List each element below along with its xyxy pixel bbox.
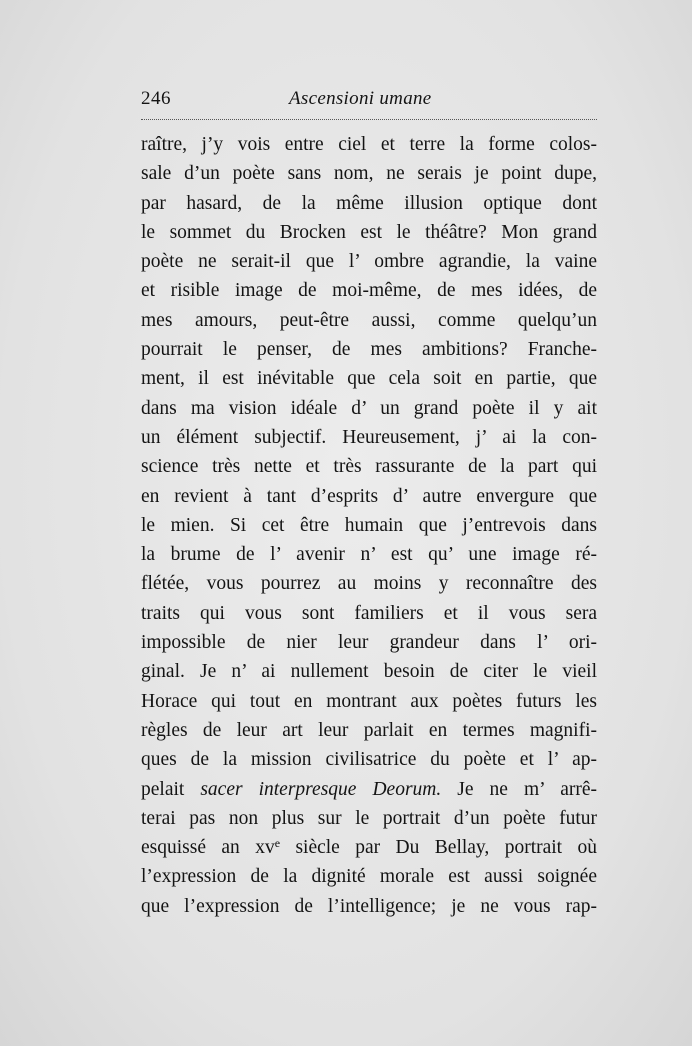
text-line: par hasard, de la même illusion optique dont	[141, 192, 597, 214]
text-line-with-latin-quote	[141, 775, 597, 804]
text-line: ment, il est inévitable que cela soit en partie, que	[141, 368, 597, 390]
page-number: 246	[141, 88, 171, 109]
text-line: que l’expression de l’intelligence; je ne vous rap-	[141, 895, 597, 917]
text-segment: esquissé an xv	[141, 837, 275, 859]
text-line: règles de leur art leur parlait en termes magnifi-	[141, 719, 597, 741]
text-line: terai pas non plus sur le portrait d’un poète futur	[141, 807, 597, 829]
text-line: le sommet du Brocken est le théâtre? Mon grand	[141, 221, 597, 243]
text-line: l’expression de la dignité morale est aussi soignée	[141, 866, 597, 888]
text-line: sale d’un poète sans nom, ne serais je point dupe,	[141, 163, 597, 185]
text-line: et risible image de moi-même, de mes idées, de	[141, 280, 597, 302]
text-line: pourrait le penser, de mes ambitions? Franche-	[141, 339, 597, 361]
century-superscript: e	[274, 836, 281, 851]
text-segment: Je ne m’ arrê-	[441, 778, 597, 800]
text-line: le mien. Si cet être humain que j’entrevois dans	[141, 514, 597, 536]
text-line: un élément subjectif. Heureusement, j’ ai la con-	[141, 426, 597, 448]
text-segment: pelait	[141, 778, 201, 800]
text-line: raître, j’y vois entre ciel et terre la forme colos-	[141, 134, 597, 155]
text-line: ques de la mission civilisatrice du poète et l’ ap-	[141, 749, 597, 771]
text-line-with-century	[141, 833, 597, 862]
text-line: impossible de nier leur grandeur dans l’ ori-	[141, 632, 597, 654]
text-line: Horace qui tout en montrant aux poètes futurs les	[141, 690, 597, 712]
text-line: la brume de l’ avenir n’ est qu’ une image ré-	[141, 544, 597, 566]
latin-quote: sacer interpresque Deorum.	[200, 778, 442, 800]
body-text	[141, 130, 597, 921]
text-line: traits qui vous sont familiers et il vous sera	[141, 602, 597, 624]
text-line: ginal. Je n’ ai nullement besoin de citer le vieil	[141, 661, 597, 683]
text-line: poète ne serait-il que l’ ombre agrandie, la vaine	[141, 251, 597, 273]
text-line: flétée, vous pourrez au moins y reconnaître des	[141, 573, 597, 595]
header-rule	[141, 119, 597, 120]
text-segment: siècle par Du Bellay, portrait où	[280, 837, 597, 859]
text-line: science très nette et très rassurante de la part qui	[141, 456, 597, 478]
running-title: Ascensioni umane	[289, 88, 432, 109]
page-header	[141, 84, 597, 114]
text-line: mes amours, peut-être aussi, comme quelqu’un	[141, 309, 597, 331]
text-line: en revient à tant d’esprits d’ autre envergure que	[141, 485, 597, 507]
text-line: dans ma vision idéale d’ un grand poète il y ait	[141, 397, 597, 419]
